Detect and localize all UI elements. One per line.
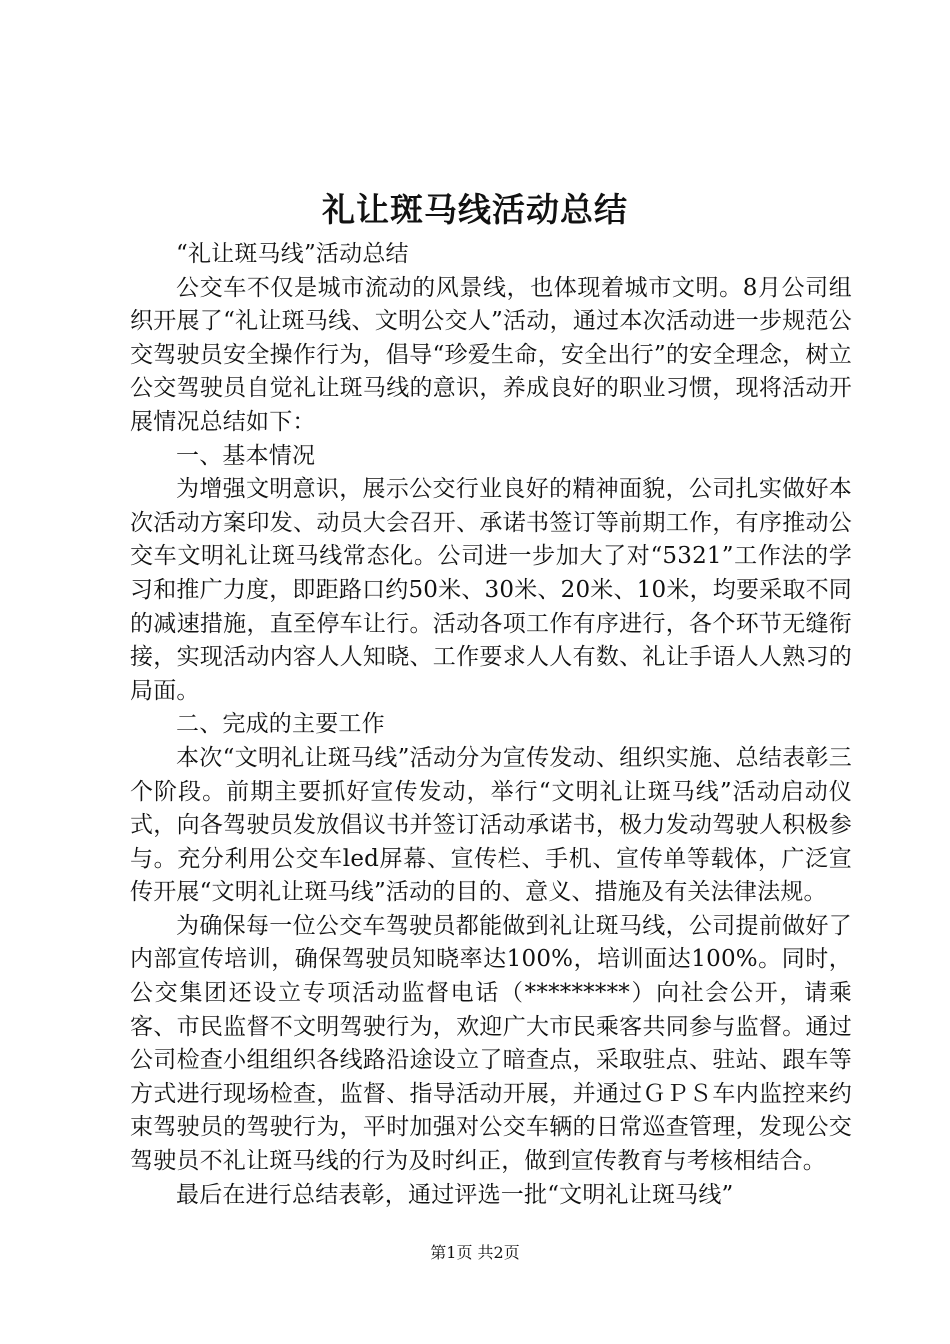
main-work-paragraph-2: 为确保每一位公交车驾驶员都能做到礼让斑马线，公司提前做好了内部宣传培训，确保驾驶员知晓率达100%，培训面达100%。同时，公交集团还设立专项活动监督电话（*********）向社会公开，请乘客、市民监督不文明驾驶行为，欢迎广大市民乘客共同参与监督。通过公司检查小组组织各线路沿途设立了暗查点，采取驻点、驻站、跟车等方式进行现场检查，监督、指导活动开展，并通过ＧＰＳ车内监控来约束驾驶员的驾驶行为，平时加强对公交车辆的日常巡查管理，发现公交驾驶员不礼让斑马线的行为及时纠正，做到宣传教育与考核相结合。	[130, 912, 852, 1175]
page-number-footer: 第1页 共2页	[430, 1243, 520, 1262]
main-work-paragraph-3: 最后在进行总结表彰，通过评选一批“文明礼让斑马线”	[176, 1181, 734, 1208]
main-work-paragraph-1: 本次“文明礼让斑马线”活动分为宣传发动、组织实施、总结表彰三个阶段。前期主要抓好宣传发动，举行“文明礼让斑马线”活动启动仪式，向各驾驶员发放倡议书并签订活动承诺书，极力发动驾驶人积极参与。充分利用公交车led屏幕、宣传栏、手机、宣传单等载体，广泛宣传开展“文明礼让斑马线”活动的目的、意义、措施及有关法律法规。	[130, 744, 852, 906]
section-heading-basic: 一、基本情况	[176, 442, 316, 469]
intro-paragraph: 公交车不仅是城市流动的风景线，也体现着城市文明。8月公司组织开展了“礼让斑马线、文明公交人”活动，通过本次活动进一步规范公交驾驶员安全操作行为，倡导“珍爱生命，安全出行”的安全理念，树立公交驾驶员自觉礼让斑马线的意识，养成良好的职业习惯，现将活动开展情况总结如下：	[130, 274, 852, 435]
section-heading-main-work: 二、完成的主要工作	[176, 711, 385, 738]
document-body	[130, 238, 852, 1212]
subtitle-paragraph: “礼让斑马线”活动总结	[176, 241, 409, 267]
document-title: 礼让斑马线活动总结	[322, 190, 628, 229]
basic-situation-paragraph: 为增强文明意识，展示公交行业良好的精神面貌，公司扎实做好本次活动方案印发、动员大会召开、承诺书签订等前期工作，有序推动公交车文明礼让斑马线常态化。公司进一步加大了对“5321”工作法的学习和推广力度，即距路口约50米、30米、20米、10米，均要采取不同的减速措施，直至停车让行。活动各项工作有序进行，各个环节无缝衔接，实现活动内容人人知晓、工作要求人人有数、礼让手语人人熟习的局面。	[130, 476, 852, 704]
